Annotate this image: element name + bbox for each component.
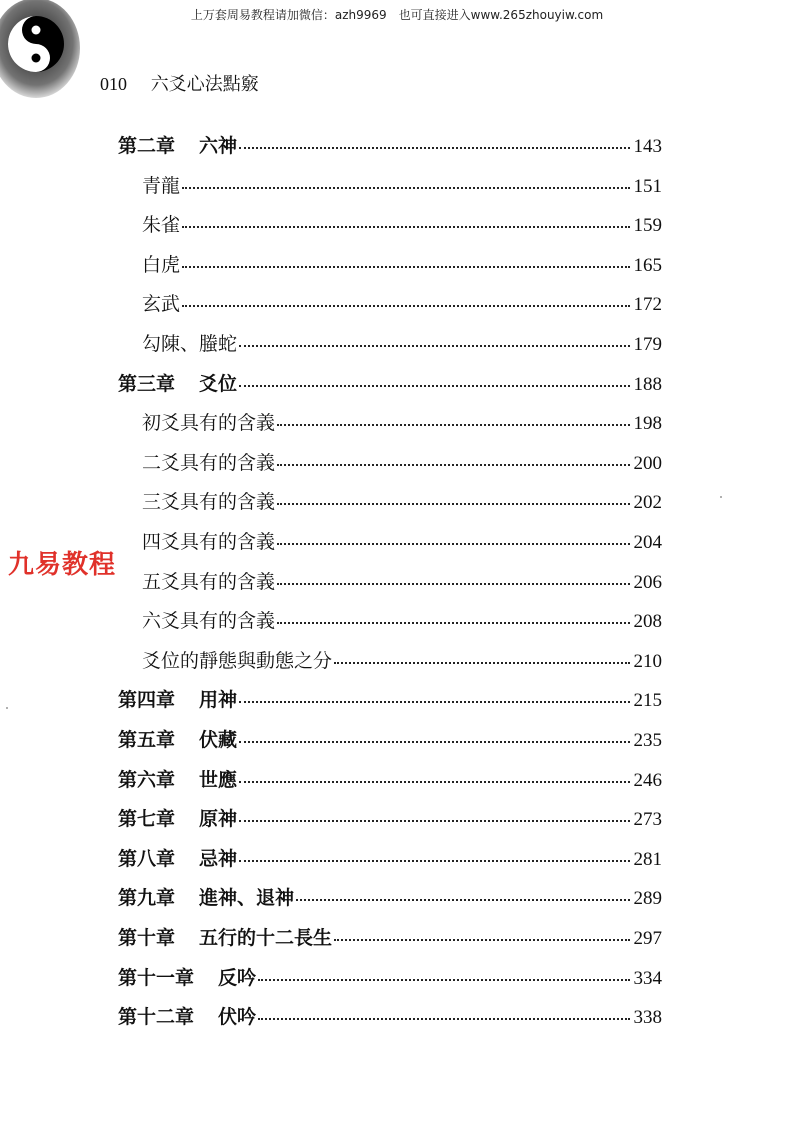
toc-page-number: 172 bbox=[633, 294, 662, 316]
toc-section-row[interactable] bbox=[0, 597, 794, 633]
watermark-stamp: 九易教程 bbox=[8, 550, 117, 580]
toc-dot-leader bbox=[182, 266, 629, 268]
toc-dot-leader bbox=[296, 899, 629, 901]
toc-title-text: 伏藏 bbox=[199, 729, 238, 751]
toc-dot-leader bbox=[239, 781, 629, 783]
toc-entry-title bbox=[142, 210, 180, 237]
toc-page-number: 198 bbox=[633, 413, 662, 435]
toc-title-text: 反吟 bbox=[218, 966, 257, 989]
toc-dot-leader bbox=[258, 979, 629, 981]
toc-title-text: 三爻具有的含義 bbox=[142, 491, 276, 514]
toc-section-row[interactable] bbox=[0, 558, 794, 594]
toc-dot-leader bbox=[239, 820, 629, 822]
toc-page-number: 202 bbox=[633, 492, 662, 514]
toc-entry-title bbox=[118, 765, 237, 792]
toc-chapter-label: 第十章 bbox=[118, 927, 176, 949]
toc-page-number: 334 bbox=[633, 967, 662, 989]
toc-entry-title bbox=[118, 685, 237, 712]
toc-page-number: 151 bbox=[633, 175, 662, 197]
toc-entry-title bbox=[142, 408, 275, 435]
toc-chapter-row[interactable] bbox=[0, 795, 794, 831]
toc-page-number: 338 bbox=[633, 1007, 662, 1029]
toc-page-number: 204 bbox=[633, 532, 662, 553]
toc-section-row[interactable] bbox=[0, 241, 794, 277]
toc-title-text: 忌神 bbox=[199, 847, 238, 870]
toc-section-row[interactable] bbox=[0, 162, 794, 198]
toc-title-text: 六神 bbox=[199, 135, 238, 157]
toc-entry-title bbox=[142, 171, 180, 198]
toc-page-number: 188 bbox=[633, 373, 662, 395]
toc-dot-leader bbox=[182, 187, 629, 189]
toc-page-number: 246 bbox=[633, 769, 662, 791]
toc-entry-title bbox=[142, 606, 275, 633]
toc-page-number: 159 bbox=[633, 215, 662, 237]
toc-dot-leader bbox=[334, 662, 629, 664]
toc-entry-title bbox=[118, 844, 237, 871]
toc-chapter-label: 第四章 bbox=[118, 689, 176, 712]
running-header bbox=[100, 70, 259, 96]
toc-page-number: 208 bbox=[633, 611, 662, 633]
toc-dot-leader bbox=[258, 1018, 629, 1020]
toc-entry-title bbox=[118, 1002, 256, 1029]
toc-title-text: 六爻具有的含義 bbox=[142, 610, 276, 633]
toc-title-text: 玄武 bbox=[142, 293, 181, 316]
toc-entry-title bbox=[118, 923, 332, 950]
toc-chapter-label: 第九章 bbox=[118, 887, 176, 910]
toc-chapter-row[interactable] bbox=[0, 914, 794, 950]
toc-entry-title bbox=[142, 527, 275, 554]
toc-page-number: 281 bbox=[633, 848, 662, 870]
toc-title-text: 世應 bbox=[199, 768, 238, 791]
scan-speck bbox=[6, 707, 8, 709]
toc-dot-leader bbox=[239, 860, 629, 862]
toc-entry-title bbox=[118, 804, 237, 831]
toc-page-number: 179 bbox=[633, 334, 662, 355]
toc-title-text: 四爻具有的含義 bbox=[142, 531, 276, 553]
toc-title-text: 二爻具有的含義 bbox=[142, 451, 276, 474]
toc-section-row[interactable] bbox=[0, 399, 794, 435]
toc-section-row[interactable] bbox=[0, 201, 794, 237]
toc-dot-leader bbox=[182, 305, 629, 307]
toc-title-text: 原神 bbox=[199, 808, 238, 831]
toc-entry-title bbox=[142, 567, 275, 594]
toc-dot-leader bbox=[277, 583, 629, 585]
toc-dot-leader bbox=[277, 622, 629, 624]
toc-dot-leader bbox=[239, 701, 629, 703]
toc-entry-title bbox=[142, 487, 275, 514]
toc-chapter-row[interactable] bbox=[0, 122, 794, 158]
toc-title-text: 五行的十二長生 bbox=[199, 927, 333, 949]
toc-chapter-row[interactable] bbox=[0, 835, 794, 871]
toc-title-text: 用神 bbox=[199, 689, 238, 712]
toc-title-text: 朱雀 bbox=[142, 214, 181, 237]
toc-entry-title bbox=[118, 883, 294, 910]
toc-chapter-label: 第五章 bbox=[118, 729, 176, 751]
toc-dot-leader bbox=[239, 385, 629, 387]
toc-page-number: 289 bbox=[633, 888, 662, 910]
top-watermark-text: 上万套周易教程请加微信：azh9969 也可直接进入www.265zhouyiw.com bbox=[190, 8, 604, 22]
toc-dot-leader bbox=[334, 939, 629, 941]
toc-chapter-row[interactable] bbox=[0, 954, 794, 990]
toc-title-text: 五爻具有的含義 bbox=[142, 570, 276, 593]
toc-dot-leader bbox=[277, 543, 629, 545]
taiji-icon bbox=[0, 0, 80, 100]
toc-chapter-row[interactable] bbox=[0, 874, 794, 910]
scan-speck bbox=[720, 496, 722, 498]
toc-section-row[interactable] bbox=[0, 518, 794, 554]
toc-dot-leader bbox=[239, 741, 629, 743]
toc-chapter-row[interactable] bbox=[0, 993, 794, 1029]
toc-dot-leader bbox=[277, 503, 629, 505]
toc-title-text: 爻位的靜態與動態之分 bbox=[142, 649, 333, 672]
toc-title-text: 爻位 bbox=[199, 372, 238, 395]
toc-chapter-label: 第三章 bbox=[118, 372, 176, 395]
toc-entry-title bbox=[118, 131, 237, 158]
toc-section-row[interactable] bbox=[0, 439, 794, 475]
toc-chapter-label: 第六章 bbox=[118, 768, 176, 791]
toc-chapter-label: 第七章 bbox=[118, 808, 176, 831]
toc-title-text: 進神、退神 bbox=[199, 887, 295, 910]
toc-section-row[interactable] bbox=[0, 280, 794, 316]
toc-page-number: 210 bbox=[633, 650, 662, 672]
toc-chapter-row[interactable] bbox=[0, 716, 794, 752]
toc-page-number: 200 bbox=[633, 452, 662, 474]
toc-page-number: 235 bbox=[633, 730, 662, 751]
toc-title-text: 青龍 bbox=[142, 174, 181, 197]
toc-chapter-label: 第十二章 bbox=[118, 1006, 195, 1029]
toc-page-number: 273 bbox=[633, 809, 662, 831]
toc-chapter-row[interactable] bbox=[0, 360, 794, 396]
toc-dot-leader bbox=[277, 464, 629, 466]
toc-page-number: 206 bbox=[633, 571, 662, 593]
toc-title-text: 初爻具有的含義 bbox=[142, 412, 276, 435]
toc-chapter-label: 第八章 bbox=[118, 847, 176, 870]
header-book-title: 六爻心法點竅 bbox=[150, 74, 259, 95]
toc-section-row[interactable] bbox=[0, 478, 794, 514]
toc-entry-title bbox=[142, 329, 237, 356]
toc-title-text: 白虎 bbox=[142, 253, 181, 276]
toc-page-number: 215 bbox=[633, 690, 662, 712]
toc-entry-title bbox=[118, 963, 256, 990]
toc-chapter-label: 第二章 bbox=[118, 135, 176, 157]
toc-entry-title bbox=[142, 289, 180, 316]
toc-page-number: 165 bbox=[633, 254, 662, 276]
toc-entry-title bbox=[142, 646, 332, 673]
toc-dot-leader bbox=[239, 147, 629, 149]
toc-page-number: 143 bbox=[633, 136, 662, 157]
toc-chapter-label: 第十一章 bbox=[118, 966, 195, 989]
toc-page-number: 297 bbox=[633, 928, 662, 949]
toc-entry-title bbox=[142, 250, 180, 277]
toc-dot-leader bbox=[182, 226, 629, 228]
toc-title-text: 勾陳、螣蛇 bbox=[142, 333, 238, 355]
toc-section-row[interactable] bbox=[0, 320, 794, 356]
toc-chapter-row[interactable] bbox=[0, 756, 794, 792]
toc-section-row[interactable] bbox=[0, 637, 794, 673]
toc-entry-title bbox=[142, 448, 275, 475]
toc-chapter-row[interactable] bbox=[0, 676, 794, 712]
toc-title-text: 伏吟 bbox=[218, 1006, 257, 1029]
header-page-number: 010 bbox=[100, 74, 127, 94]
toc-dot-leader bbox=[277, 424, 629, 426]
toc-entry-title bbox=[118, 725, 237, 752]
toc-dot-leader bbox=[239, 345, 629, 347]
toc-entry-title bbox=[118, 369, 237, 396]
